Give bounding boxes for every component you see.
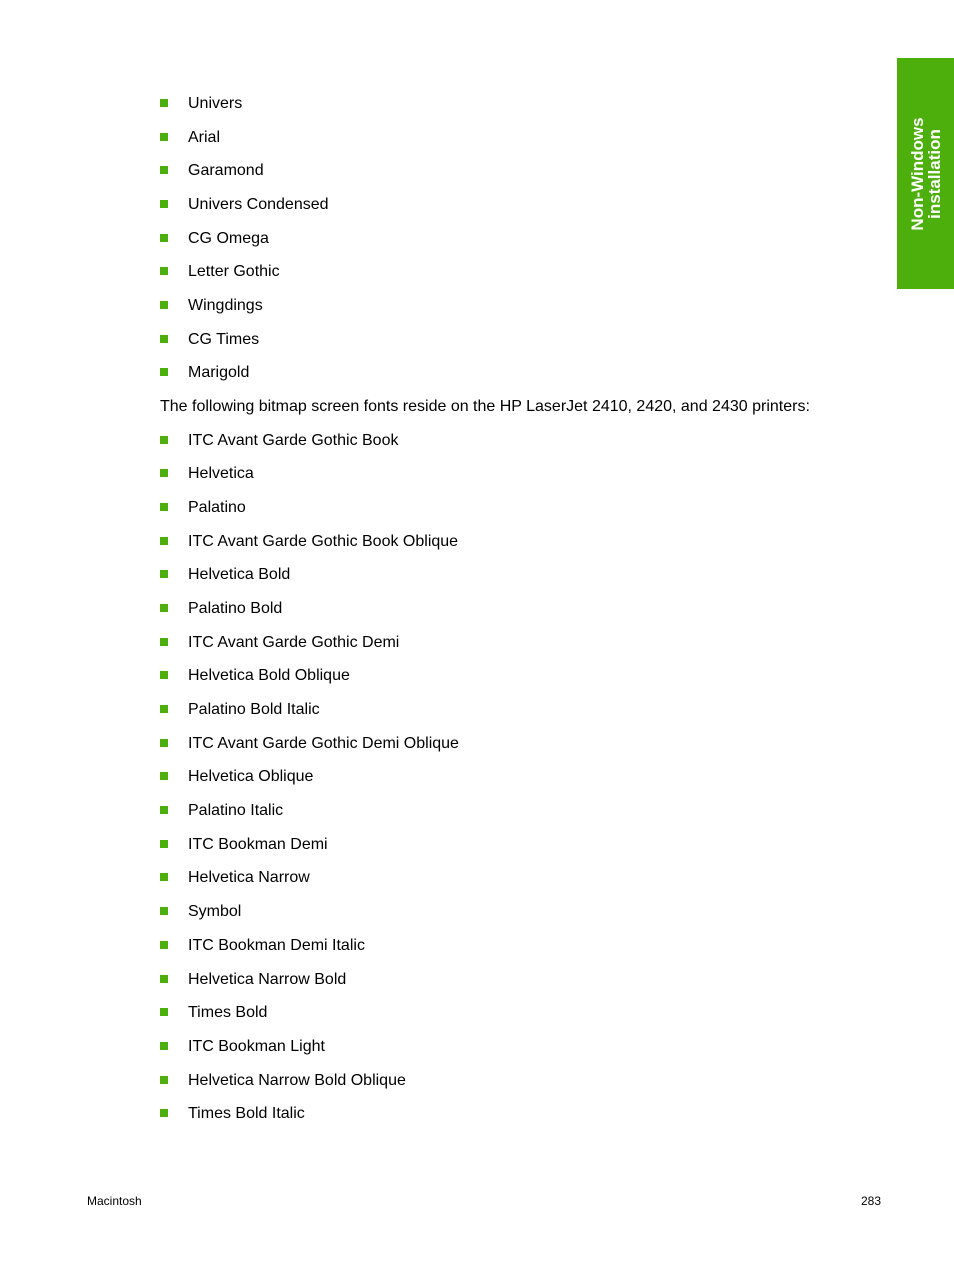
list-item-label: Helvetica Bold [188, 566, 291, 583]
list-item [160, 599, 282, 619]
list-item [160, 330, 259, 350]
list-item-label: Garamond [188, 162, 264, 179]
list-item [160, 498, 246, 518]
list-item-label: ITC Avant Garde Gothic Demi [188, 634, 400, 651]
bullet-icon [160, 638, 168, 646]
list-item [160, 1071, 406, 1091]
list-item [160, 902, 241, 922]
list-item-label: ITC Bookman Demi Italic [188, 937, 365, 954]
list-item-label: Symbol [188, 903, 242, 920]
bullet-icon [160, 99, 168, 107]
bullet-icon [160, 840, 168, 848]
list-item [160, 970, 346, 990]
list-item-label: Marigold [188, 364, 250, 381]
bullet-icon [160, 705, 168, 713]
list-item [160, 1104, 305, 1124]
list-item-label: Arial [188, 129, 221, 146]
list-item [160, 868, 310, 888]
list-item-label: ITC Avant Garde Gothic Book Oblique [188, 533, 459, 550]
list-item-label: Letter Gothic [188, 263, 280, 280]
bullet-icon [160, 1042, 168, 1050]
list-item-label: Palatino Bold [188, 600, 283, 617]
bullet-icon [160, 941, 168, 949]
list-item-label: Palatino Bold Italic [188, 701, 320, 718]
bullet-icon [160, 335, 168, 343]
list-item [160, 363, 249, 383]
list-item-label: Helvetica Oblique [188, 768, 314, 785]
list-item [160, 666, 350, 686]
list-item-label: Helvetica Narrow Bold Oblique [188, 1072, 406, 1089]
list-item [160, 94, 242, 114]
list-item [160, 296, 263, 316]
bullet-icon [160, 503, 168, 511]
bullet-icon [160, 234, 168, 242]
bullet-icon [160, 739, 168, 747]
list-item-label: Times Bold Italic [188, 1105, 305, 1122]
list-item-label: Helvetica Narrow [188, 869, 310, 886]
bullet-icon [160, 806, 168, 814]
list-item [160, 262, 280, 282]
list-item-label: CG Omega [188, 230, 269, 247]
list-item [160, 767, 313, 787]
bullet-icon [160, 1008, 168, 1016]
list-item [160, 936, 365, 956]
section-tab-line-1: Non-Windows [907, 116, 927, 231]
list-item-label: Palatino [188, 499, 246, 516]
list-item-label: Univers Condensed [188, 196, 329, 213]
list-item-label: Univers [188, 95, 243, 112]
bullet-icon [160, 469, 168, 477]
footer-section-name: Macintosh [87, 1194, 142, 1208]
list-item [160, 532, 458, 552]
list-item-label: Helvetica Bold Oblique [188, 667, 350, 684]
list-item [160, 700, 320, 720]
list-item-label: ITC Avant Garde Gothic Book [188, 432, 399, 449]
bullet-icon [160, 772, 168, 780]
bullet-icon [160, 1076, 168, 1084]
bullet-icon [160, 301, 168, 309]
list-item-label: ITC Avant Garde Gothic Demi Oblique [188, 735, 459, 752]
bullet-icon [160, 570, 168, 578]
bullet-icon [160, 267, 168, 275]
bullet-icon [160, 907, 168, 915]
list-item-label: ITC Bookman Demi [188, 836, 328, 853]
list-item [160, 464, 254, 484]
list-item [160, 161, 264, 181]
list-item [160, 128, 220, 148]
list-item-label: Wingdings [188, 297, 263, 314]
list-item [160, 431, 398, 451]
bullet-icon [160, 133, 168, 141]
list-item-label: ITC Bookman Light [188, 1038, 325, 1055]
intro-paragraph: The following bitmap screen fonts reside on the HP LaserJet 2410, 2420, and 2430 printers: [160, 398, 810, 415]
list-item [160, 565, 290, 585]
list-item-label: Helvetica Narrow Bold [188, 971, 347, 988]
section-tab [897, 58, 954, 289]
list-item [160, 734, 459, 754]
list-item [160, 1037, 325, 1057]
bullet-icon [160, 1109, 168, 1117]
bullet-icon [160, 166, 168, 174]
list-item [160, 801, 283, 821]
list-item [160, 195, 329, 215]
footer-page-number: 283 [860, 1194, 881, 1208]
list-item-label: Helvetica [188, 465, 254, 482]
list-item-label: Times Bold [188, 1004, 268, 1021]
bullet-icon [160, 604, 168, 612]
bullet-icon [160, 537, 168, 545]
list-item-label: CG Times [188, 331, 260, 348]
bullet-icon [160, 200, 168, 208]
bullet-icon [160, 368, 168, 376]
list-item-label: Palatino Italic [188, 802, 284, 819]
bullet-icon [160, 873, 168, 881]
list-item [160, 633, 399, 653]
bullet-icon [160, 975, 168, 983]
bullet-icon [160, 436, 168, 444]
section-tab-label [909, 117, 943, 230]
list-item [160, 835, 328, 855]
section-tab-line-2: installation [924, 128, 944, 219]
bullet-icon [160, 671, 168, 679]
list-item [160, 1003, 267, 1023]
list-item [160, 229, 269, 249]
